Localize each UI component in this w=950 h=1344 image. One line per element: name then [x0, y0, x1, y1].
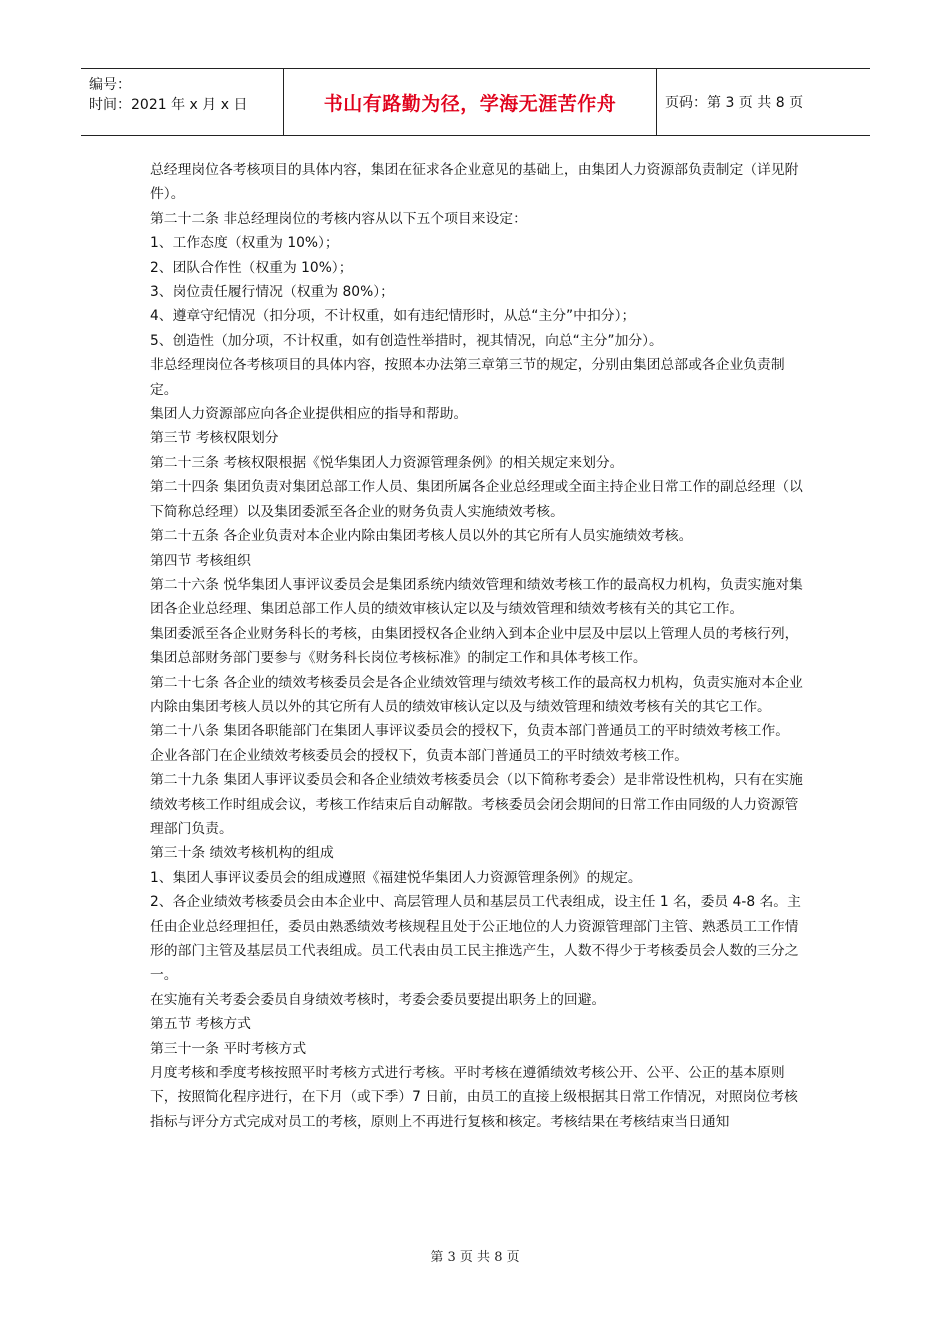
- body-paragraph: 第二十二条 非总经理岗位的考核内容从以下五个项目来设定：: [150, 210, 527, 227]
- header-page-info: 页码：第 3 页 共 8 页: [665, 95, 804, 111]
- body-paragraph: 1、集团人事评议委员会的组成遵照《福建悦华集团人力资源管理条例》的规定。: [150, 869, 642, 886]
- body-paragraph: 第三十一条 平时考核方式: [150, 1040, 307, 1057]
- page-header: [81, 68, 870, 136]
- body-paragraph: 第三十条 绩效考核机构的组成: [150, 845, 334, 862]
- body-paragraph: 集团人力资源部应向各企业提供相应的指导和帮助。: [150, 406, 468, 423]
- body-paragraph: 第五节 考核方式: [150, 1016, 251, 1033]
- body-paragraph: 第二十七条 各企业的绩效考核委员会是各企业绩效管理与绩效考核工作的最高权力机构，负责实施对本企业内除由集团考核人员以外的其它所有人员的绩效审核认定以及与绩效管理和绩效考核有关的其它工作。: [150, 674, 803, 715]
- body-paragraph: 非总经理岗位各考核项目的具体内容，按照本办法第三章第三节的规定，分别由集团总部或各企业负责制定。: [150, 357, 785, 398]
- body-paragraph: 第二十三条 考核权限根据《悦华集团人力资源管理条例》的相关规定来划分。: [150, 454, 624, 471]
- body-paragraph: 4、遵章守纪情况（扣分项，不计权重，如有违纪情形时，从总“主分”中扣分）；: [150, 308, 636, 325]
- body-paragraph: 在实施有关考委会委员自身绩效考核时，考委会委员要提出职务上的回避。: [150, 991, 606, 1008]
- body-paragraph: 2、团队合作性（权重为 10%）；: [150, 259, 353, 276]
- body-paragraph: 第二十五条 各企业负责对本企业内除由集团考核人员以外的其它所有人员实施绩效考核。: [150, 528, 693, 545]
- body-paragraph: 第三节 考核权限划分: [150, 430, 279, 447]
- body-paragraph: 1、工作态度（权重为 10%）；: [150, 235, 339, 252]
- body-paragraph: 3、岗位责任履行情况（权重为 80%）；: [150, 284, 394, 301]
- body-paragraph: 总经理岗位各考核项目的具体内容，集团在征求各企业意见的基础上，由集团人力资源部负责制定（详见附件）。: [150, 162, 799, 203]
- document-number-label: 编号：: [89, 77, 131, 93]
- body-paragraph: 集团委派至各企业财务科长的考核，由集团授权各企业纳入到本企业中层及中层以上管理人员的考核行列，集团总部财务部门要参与《财务科长岗位考核标准》的制定工作和具体考核工作。: [150, 625, 799, 667]
- body-paragraph: 5、创造性（加分项，不计权重，如有创造性举措时，视其情况，向总“主分”加分）。: [150, 332, 663, 349]
- body-paragraph: 月度考核和季度考核按照平时考核方式进行考核。平时考核在遵循绩效考核公开、公平、公正的基本原则下，按照简化程序进行，在下月（或下季）7 日前，由员工的直接上级根据其日常工作情况，对照岗位考核指标与评分方式完成对员工的考核，原则上不再进行复核和核定。考核结果在考核结束当日通知: [150, 1065, 798, 1130]
- body-paragraph: 企业各部门在企业绩效考核委员会的授权下，负责本部门普通员工的平时绩效考核工作。: [150, 747, 689, 764]
- body-paragraph: 第二十四条 集团负责对集团总部工作人员、集团所属各企业总经理或全面主持企业日常工作的副总经理（以下简称总经理）以及集团委派至各企业的财务负责人实施绩效考核。: [150, 479, 803, 520]
- body-paragraph: 第二十八条 集团各职能部门在集团人事评议委员会的授权下，负责本部门普通员工的平时绩效考核工作。: [150, 723, 790, 740]
- body-paragraph: 第四节 考核组织: [150, 552, 251, 569]
- body-paragraph: 第二十六条 悦华集团人事评议委员会是集团系统内绩效管理和绩效考核工作的最高权力机构，负责实施对集团各企业总经理、集团总部工作人员的绩效审核认定以及与绩效管理和绩效考核有关的其它工作。: [150, 576, 803, 618]
- header-left-block: [89, 75, 247, 115]
- header-motto: 书山有路勤为径，学海无涯苦作舟: [283, 68, 657, 136]
- document-date: 时间：2021 年 x 月 x 日: [89, 97, 248, 113]
- document-body: [150, 158, 805, 1134]
- page-footer: 第 3 页 共 8 页: [430, 1250, 520, 1265]
- body-paragraph: 2、各企业绩效考核委员会由本企业中、高层管理人员和基层员工代表组成，设主任 1 名，委员 4-8 名。主任由企业总经理担任，委员由熟悉绩效考核规程且处于公正地位的人力资源管理部门主管、熟悉员工工作情形的部门主管及基层员工代表组成。员工代表由员工民主推选产生，人数不得少于考核委员会人数的三分之一。: [150, 894, 801, 984]
- body-paragraph: 第二十九条 集团人事评议委员会和各企业绩效考核委员会（以下简称考委会）是非常设性机构，只有在实施绩效考核工作时组成会议，考核工作结束后自动解散。考核委员会闭会期间的日常工作由同级的人力资源管理部门负责。: [150, 772, 803, 837]
